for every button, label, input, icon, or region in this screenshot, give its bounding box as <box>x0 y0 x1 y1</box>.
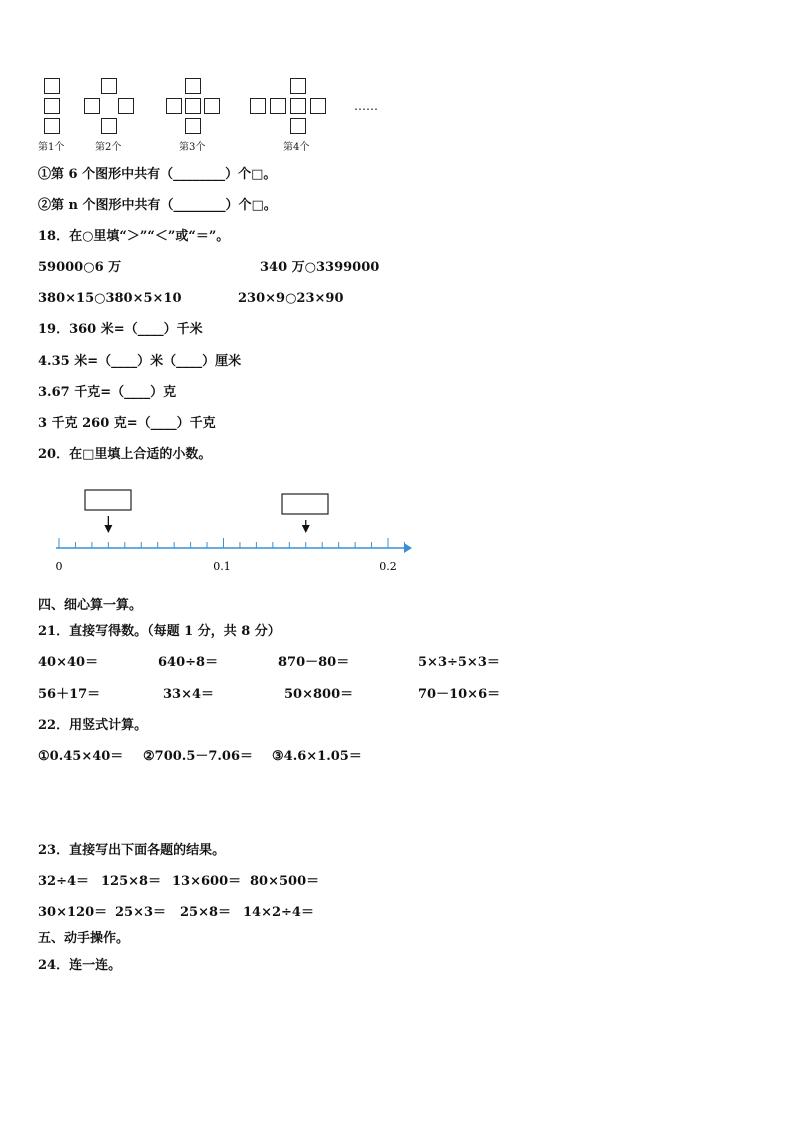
calc-item: 50×800＝ <box>284 687 354 702</box>
question-21-title: 21．直接写得数。（每题 1 分，共 8 分） <box>38 624 281 639</box>
figure-caption: 第3个 <box>179 142 206 153</box>
square <box>270 98 286 114</box>
conversion-item: 3 千克 260 克=（____）千克 <box>38 416 216 431</box>
calc-item: 13×600＝ <box>172 874 242 889</box>
calc-item: 40×40＝ <box>38 655 99 670</box>
pointer-arrowhead <box>302 525 310 533</box>
section-5-title: 五、动手操作。 <box>38 931 130 946</box>
ellipsis: …… <box>354 99 378 113</box>
figure-caption: 第4个 <box>283 142 310 153</box>
calc-item: 14×2÷4＝ <box>243 905 314 920</box>
question-pattern-1: ①第 6 个图形中共有（________）个□。 <box>38 167 277 182</box>
calc-item: 33×4＝ <box>163 687 215 702</box>
calc-item: 56＋17＝ <box>38 687 101 702</box>
square <box>44 78 60 94</box>
conversion-item: 4.35 米=（____）米（____）厘米 <box>38 354 242 369</box>
pointer-arrowhead <box>104 525 112 533</box>
question-24-title: 24．连一连。 <box>38 958 122 973</box>
square <box>250 98 266 114</box>
calc-item: 25×3＝ <box>115 905 167 920</box>
square <box>101 78 117 94</box>
square <box>290 118 306 134</box>
section-4-title: 四、细心算一算。 <box>38 598 143 613</box>
square <box>185 118 201 134</box>
square <box>310 98 326 114</box>
square <box>44 118 60 134</box>
compare-item: 340 万○3399000 <box>260 260 380 275</box>
question-22-title: 22．用竖式计算。 <box>38 718 148 733</box>
question-18-title: 18．在○里填“＞”“＜”或“＝”。 <box>38 229 230 244</box>
square <box>290 98 306 114</box>
figure-caption: 第1个 <box>38 142 65 153</box>
square <box>101 118 117 134</box>
question-pattern-2: ②第 n 个图形中共有（________）个□。 <box>38 198 277 213</box>
vertical-calc-item: ②700.5－7.06＝ <box>143 749 254 764</box>
square <box>290 78 306 94</box>
compare-item: 230×9○23×90 <box>238 291 344 306</box>
calc-item: 640÷8＝ <box>158 655 219 670</box>
question-23-title: 23．直接写出下面各题的结果。 <box>38 843 226 858</box>
calc-item: 30×120＝ <box>38 905 108 920</box>
calc-item: 25×8＝ <box>180 905 232 920</box>
square <box>166 98 182 114</box>
compare-item: 59000○6 万 <box>38 260 122 275</box>
number-line-arrowhead <box>404 543 412 553</box>
square <box>44 98 60 114</box>
conversion-item: 3.67 千克=（____）克 <box>38 385 177 400</box>
compare-item: 380×15○380×5×10 <box>38 291 182 306</box>
square <box>118 98 134 114</box>
number-line-ticks <box>59 538 404 548</box>
calc-item: 870－80＝ <box>278 655 350 670</box>
calc-item: 125×8＝ <box>101 874 162 889</box>
tick-label: 0.2 <box>379 560 397 573</box>
question-20-title: 20．在□里填上合适的小数。 <box>38 447 212 462</box>
square <box>185 98 201 114</box>
conversion-item: 19．360 米=（____）千米 <box>38 322 203 337</box>
number-line <box>0 480 440 580</box>
vertical-calc-item: ③4.6×1.05＝ <box>272 749 362 764</box>
calc-item: 5×3÷5×3＝ <box>418 655 500 670</box>
square <box>204 98 220 114</box>
calc-item: 80×500＝ <box>250 874 320 889</box>
square <box>84 98 100 114</box>
answer-box <box>282 494 328 514</box>
calc-item: 32÷4＝ <box>38 874 90 889</box>
answer-box <box>85 490 131 510</box>
square <box>185 78 201 94</box>
tick-label: 0 <box>55 560 63 573</box>
calc-item: 70－10×6＝ <box>418 687 501 702</box>
vertical-calc-item: ①0.45×40＝ <box>38 749 124 764</box>
tick-label: 0.1 <box>213 560 231 573</box>
figure-caption: 第2个 <box>95 142 122 153</box>
